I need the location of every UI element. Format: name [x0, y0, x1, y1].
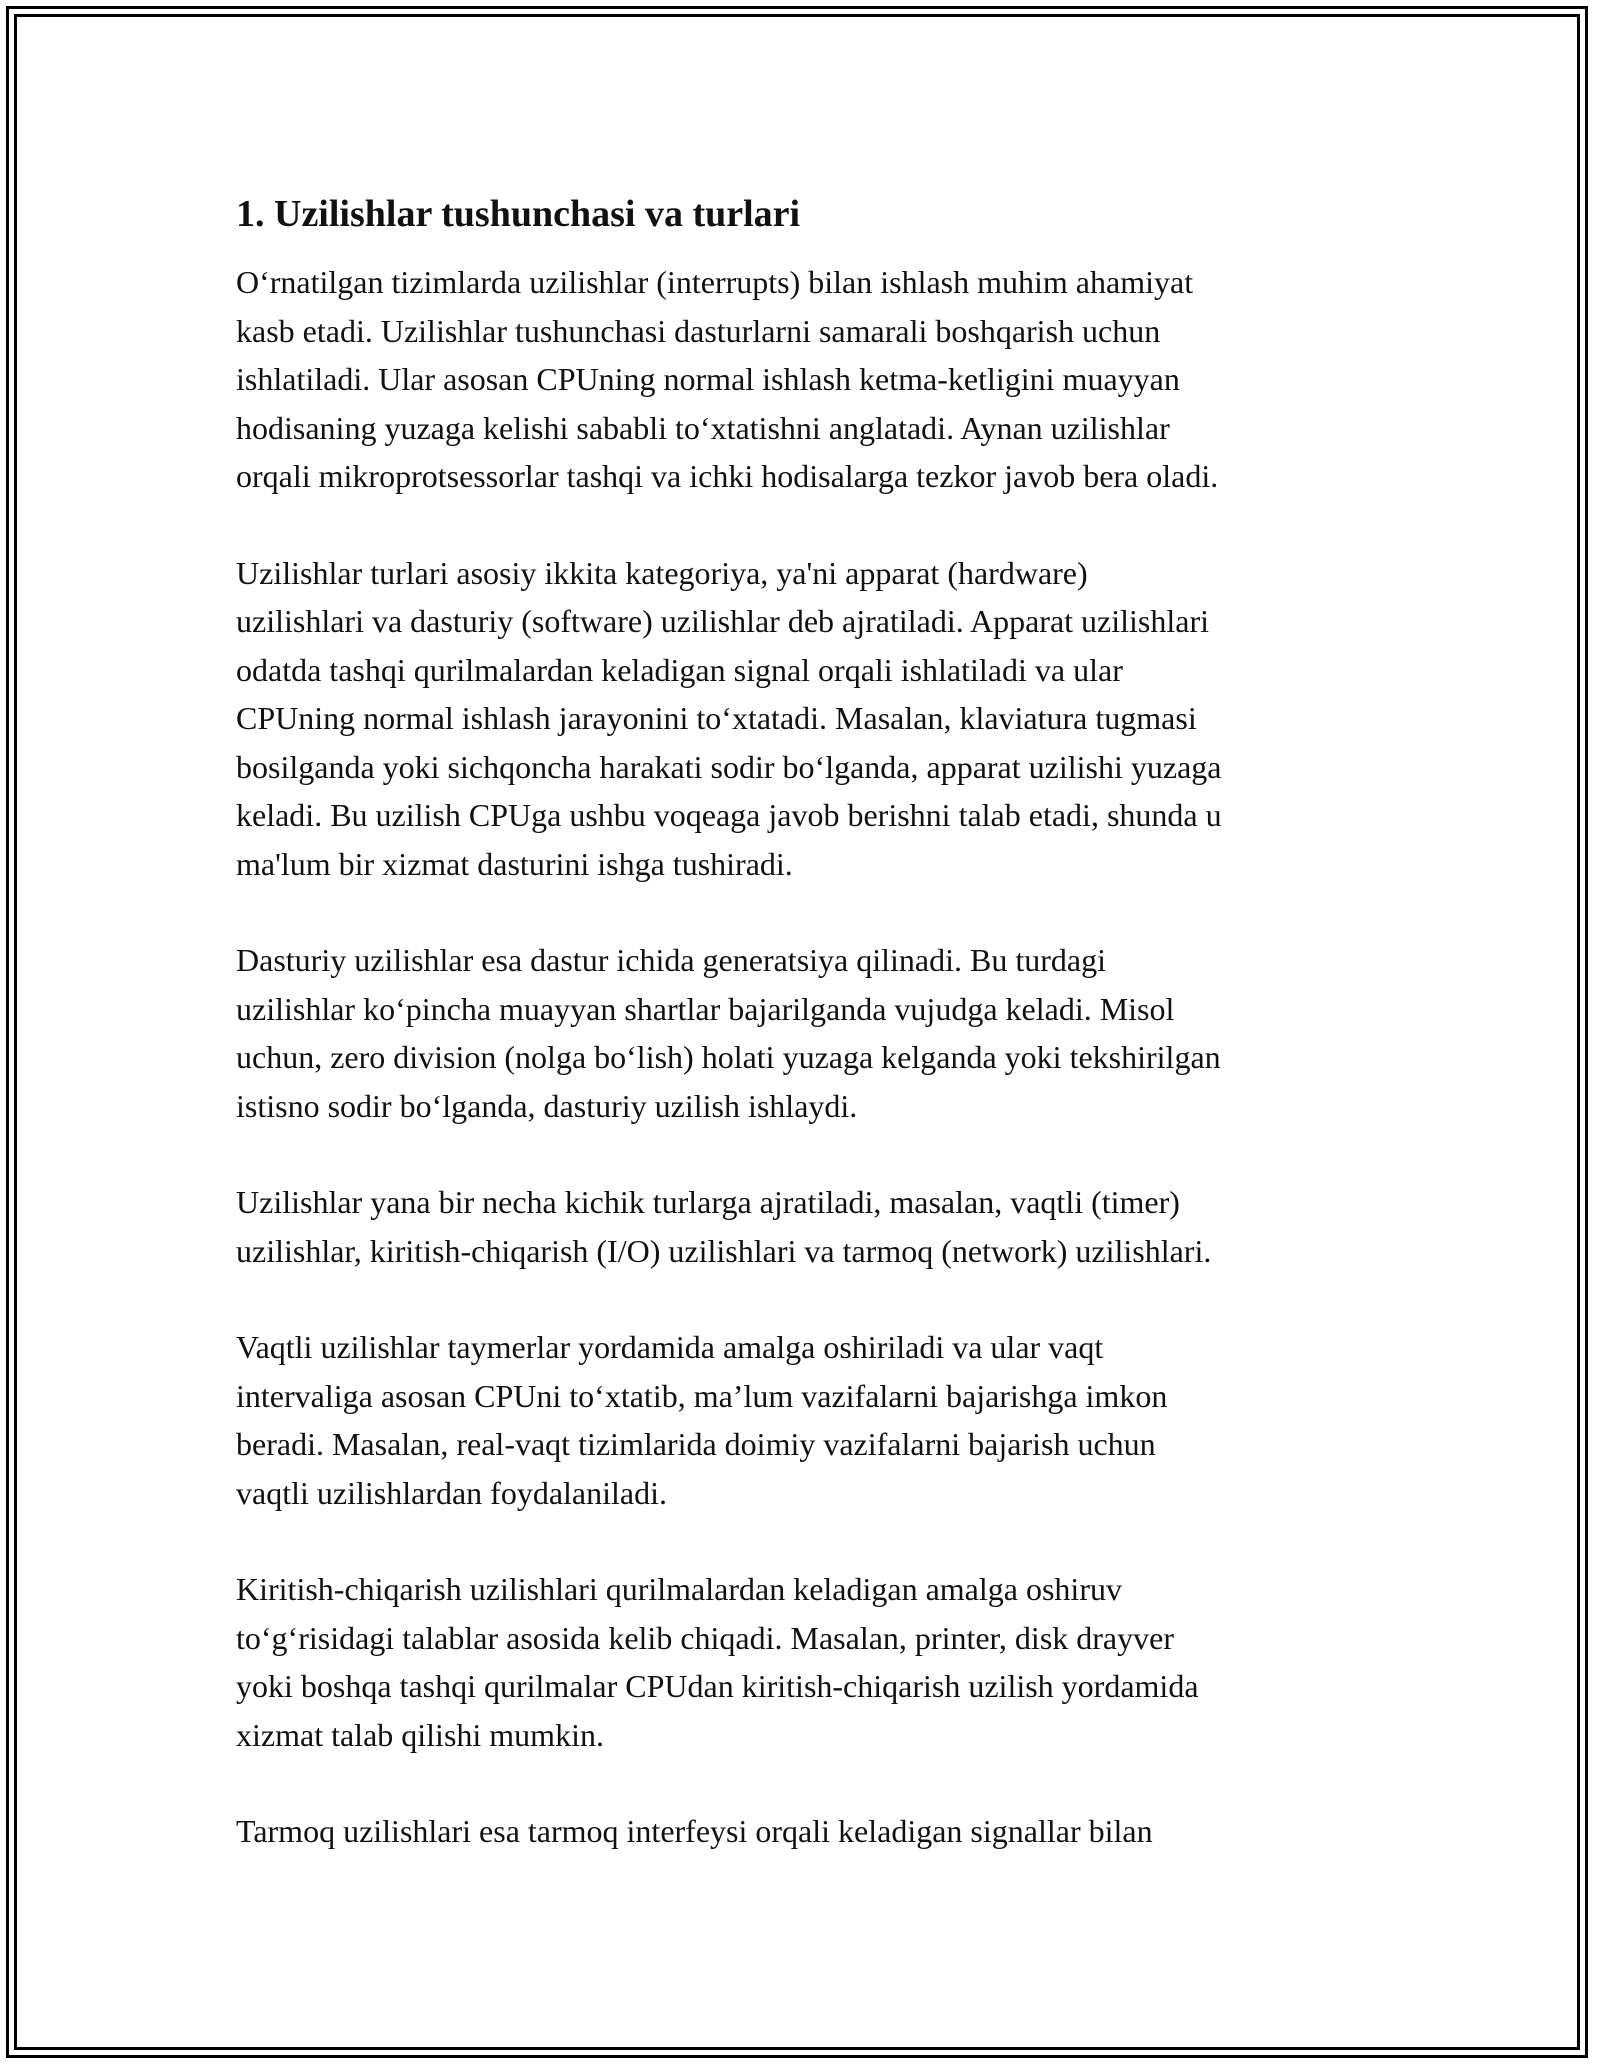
text-line: hodisaning yuzaga kelishi sababli toʻxtatishni anglatadi. Aynan uzilishlar	[236, 409, 1170, 446]
text-line: ishlatiladi. Ular asosan CPUning normal ishlash ketma-ketligini muayyan	[236, 361, 1180, 397]
text-line: beradi. Masalan, real-vaqt tizimlarida doimiy vazifalarni bajarish uchun	[236, 1426, 1156, 1462]
text-line: xizmat talab qilishi mumkin.	[236, 1716, 604, 1753]
text-line: uzilishlar koʻpincha muayyan shartlar bajarilganda vujudga keladi. Misol	[236, 990, 1175, 1027]
text-line: Vaqtli uzilishlar taymerlar yordamida amalga oshiriladi va ular vaqt	[236, 1329, 1104, 1365]
text-line: toʻgʻrisidagi talablar asosida kelib chiqadi. Masalan, printer, disk drayver	[236, 1619, 1174, 1656]
text-line: uzilishlari va dasturiy (software) uzilishlar deb ajratiladi. Apparat uzilishlari	[236, 603, 1210, 639]
text-line: vaqtli uzilishlardan foydalaniladi.	[236, 1474, 667, 1511]
section-heading: 1. Uzilishlar tushunchasi va turlari	[236, 193, 801, 235]
text-line: uzilishlar, kiritish-chiqarish (I/O) uzilishlari va tarmoq (network) uzilishlari.	[236, 1232, 1212, 1269]
text-line: Tarmoq uzilishlari esa tarmoq interfeysi orqali keladigan signallar bilan	[236, 1813, 1153, 1849]
text-line: Oʻrnatilgan tizimlarda uzilishlar (interrupts) bilan ishlash muhim ahamiyat	[236, 264, 1194, 300]
text-line: Uzilishlar yana bir necha kichik turlarga ajratiladi, masalan, vaqtli (timer)	[236, 1184, 1180, 1220]
text-line: intervaliga asosan CPUni toʻxtatib, ma’lum vazifalarni bajarishga imkon	[236, 1377, 1168, 1414]
paragraph-subtypes	[236, 1178, 1376, 1275]
text-line: orqali mikroprotsessorlar tashqi va ichki hodisalarga tezkor javob bera oladi.	[236, 458, 1219, 494]
text-line: uchun, zero division (nolga boʻlish) holati yuzaga kelganda yoki tekshirilgan	[236, 1039, 1221, 1075]
paragraph-io-interrupts	[236, 1565, 1376, 1759]
text-line: CPUning normal ishlash jarayonini toʻxtatadi. Masalan, klaviatura tugmasi	[236, 700, 1197, 736]
paragraph-intro	[236, 258, 1376, 501]
text-line: istisno sodir boʻlganda, dasturiy uzilish ishlaydi.	[236, 1087, 858, 1124]
text-line: yoki boshqa tashqi qurilmalar CPUdan kiritish-chiqarish uzilish yordamida	[236, 1668, 1199, 1704]
text-line: keladi. Bu uzilish CPUga ushbu voqeaga javob berishni talab etadi, shunda u	[236, 797, 1222, 833]
paragraph-types	[236, 549, 1376, 889]
paragraph-network-interrupts	[236, 1807, 1376, 1856]
text-line: ma'lum bir xizmat dasturini ishga tushiradi.	[236, 845, 793, 882]
paragraph-software-interrupts	[236, 936, 1376, 1130]
text-line: Kiritish-chiqarish uzilishlari qurilmalardan keladigan amalga oshiruv	[236, 1571, 1122, 1607]
text-line: kasb etadi. Uzilishlar tushunchasi dasturlarni samarali boshqarish uchun	[236, 312, 1161, 349]
text-line: Uzilishlar turlari asosiy ikkita kategoriya, ya'ni apparat (hardware)	[236, 554, 1088, 591]
paragraph-timer-interrupts	[236, 1323, 1376, 1517]
document-body	[236, 190, 1376, 1904]
text-line: Dasturiy uzilishlar esa dastur ichida generatsiya qilinadi. Bu turdagi	[236, 942, 1106, 978]
text-line: odatda tashqi qurilmalardan keladigan signal orqali ishlatiladi va ular	[236, 651, 1123, 688]
text-line: bosilganda yoki sichqoncha harakati sodir boʻlganda, apparat uzilishi yuzaga	[236, 748, 1222, 785]
